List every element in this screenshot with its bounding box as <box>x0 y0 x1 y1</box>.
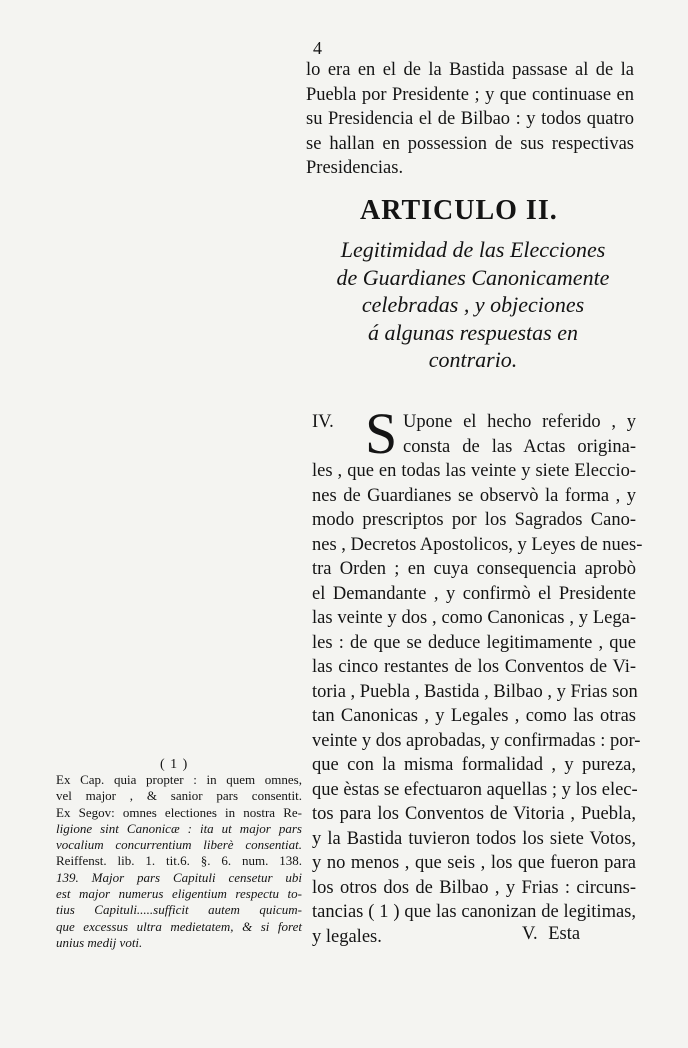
drop-cap: S <box>365 401 398 466</box>
text-line: tancias ( 1 ) que las canonizan de legitimas, <box>312 902 636 922</box>
text-line: las veinte y dos , como Canonicas , y Lega- <box>312 608 636 628</box>
text-line: Presidencias. <box>306 158 404 179</box>
text-line: los otros dos de Bilbao , y Frias : circuns- <box>312 877 636 898</box>
text-line: tos para los Conventos de Vitoria , Puebla, <box>312 804 636 824</box>
article-subheading <box>310 236 636 374</box>
subheading-line: contrario. <box>428 347 518 372</box>
footnote-line: Ex Cap. quia propter : in quem omnes, <box>56 772 302 787</box>
text-line: que con la misma formalidad , y pureza, <box>312 755 636 775</box>
footnote-line: ligione sint Canonicæ : ita ut major pars <box>56 820 302 836</box>
footnote-line: vel major , & sanior pars consentit. <box>56 788 302 804</box>
footnote-line: unius medij voti. <box>56 934 143 950</box>
text-line <box>312 410 636 435</box>
intro-text <box>306 58 634 181</box>
text-line: Puebla por Presidente ; y que continuase en <box>306 84 634 105</box>
catchword: V. Esta <box>522 924 581 944</box>
text-line: nes , Decretos Apostolicos, y Leyes de nues- <box>312 534 643 555</box>
footnote-line: Reiffenst. lib. 1. tit.6. §. 6. num. 138. <box>56 853 302 869</box>
paragraph-number: IV. <box>312 412 334 432</box>
footnote-line: est major numerus eligentium respectu to- <box>56 886 302 902</box>
footnote-line: Ex Segov: omnes electiones in nostra Re- <box>56 804 302 820</box>
footnote-line: vocalium concurrentium liberè consentiat. <box>56 837 302 853</box>
footnote-line: 139. Major pars Capituli censetur ubi <box>56 869 302 885</box>
text-line: y la Bastida tuvieron todos los siete Votos, <box>312 828 636 849</box>
text-line: consta de las Actas origina- <box>403 436 636 457</box>
text-line: toria , Puebla , Bastida , Bilbao , y Frias son <box>312 681 638 702</box>
subheading-line: Legitimidad de las Elecciones <box>340 237 606 262</box>
text-line: les , que en todas las veinte y siete Eleccio- <box>312 461 636 481</box>
subheading-line: de Guardianes Canonicamente <box>336 264 610 290</box>
subheading-line: á algunas respuestas en <box>367 319 578 345</box>
paragraph-body <box>312 410 643 949</box>
footnote-line: que excessus ultra medietatem, & si foret <box>56 918 302 934</box>
text-line: tra Orden ; en cuya consequencia aprobò <box>312 559 636 579</box>
text-line: su Presidencia el de Bilbao : y todos quatro <box>306 109 634 130</box>
text-line: modo prescriptos por los Sagrados Cano- <box>312 510 636 530</box>
article-heading: ARTICULO II. <box>360 195 558 226</box>
text-span: Upone el hecho referido , y <box>403 412 636 432</box>
text-line: las cinco restantes de los Conventos de Vi- <box>312 657 636 677</box>
text-line: el Demandante , y confirmò el Presidente <box>312 583 636 604</box>
text-line: y no menos , que seis , los que fueron para <box>312 853 636 873</box>
text-line: y legales. <box>312 926 382 947</box>
text-line: lo era en el de la Bastida passase al de la <box>306 60 634 80</box>
text-line: que èstas se efectuaron aquellas ; y los elec- <box>312 779 638 800</box>
text-line: se hallan en possession de sus respectivas <box>306 133 634 154</box>
footnote <box>56 772 302 951</box>
footnote-marker: ( 1 ) <box>160 757 189 772</box>
text-line: les : de que se deduce legitimamente , que <box>312 632 636 653</box>
text-line: nes de Guardianes se observò la forma , y <box>312 485 636 506</box>
page-number: 4 <box>313 38 322 58</box>
subheading-line: celebradas , y objeciones <box>361 292 585 317</box>
footnote-line: tius Capituli.....sufficit autem quicum- <box>56 902 302 918</box>
text-line: veinte y dos aprobadas, y confirmadas : por- <box>312 730 641 751</box>
text-line: tan Canonicas , y Legales , como las otras <box>312 706 636 726</box>
